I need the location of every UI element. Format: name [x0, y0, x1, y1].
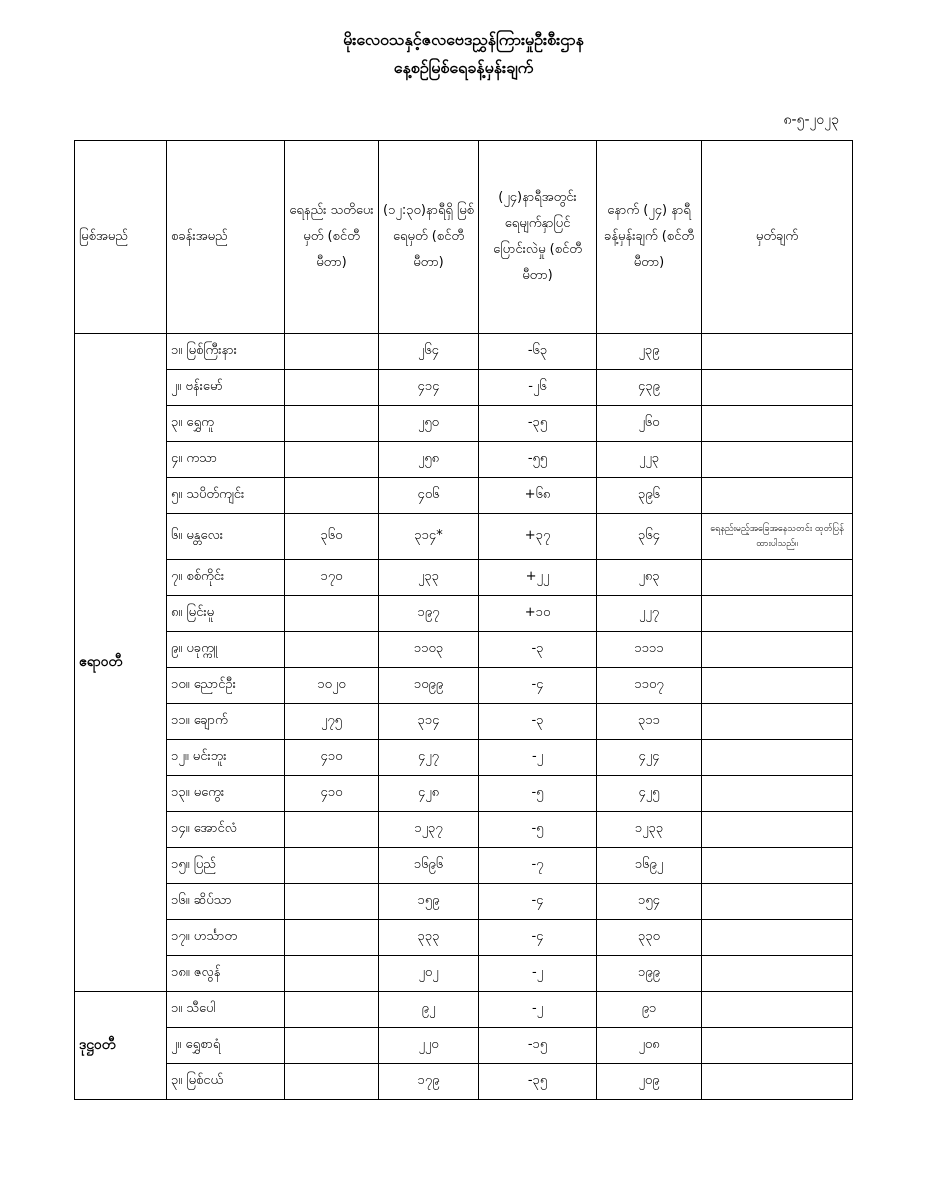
remark: ရေနည်းမည့်အခြေအနေသတင်း ထုတ်ပြန်ထားပါသည်။ — [702, 514, 853, 560]
level-change: -၂၆ — [479, 370, 597, 406]
remark — [702, 334, 853, 370]
forecast-level: ၁၁၀၇ — [597, 668, 702, 704]
current-level: ၂၅၈ — [379, 442, 479, 478]
table-row — [75, 884, 853, 920]
current-level: ၃၁၄ — [379, 704, 479, 740]
remark — [702, 956, 853, 992]
remark — [702, 884, 853, 920]
remark — [702, 740, 853, 776]
station-name: ၃။ ရွှေကူ — [167, 406, 285, 442]
station-name: ၈။ မြင်းမူ — [167, 596, 285, 632]
river-level-table — [74, 140, 853, 1100]
table-row — [75, 812, 853, 848]
station-name: ၉။ ပခုက္ကူ — [167, 632, 285, 668]
table-row — [75, 668, 853, 704]
level-change: -၃၅ — [479, 406, 597, 442]
forecast-level: ၄၃၉ — [597, 370, 702, 406]
level-change: -၄ — [479, 884, 597, 920]
level-change: +၁၀ — [479, 596, 597, 632]
danger-level — [285, 478, 379, 514]
forecast-level: ၁၉၉ — [597, 956, 702, 992]
table-row — [75, 334, 853, 370]
current-level: ၉၂ — [379, 992, 479, 1028]
current-level: ၂၀၂ — [379, 956, 479, 992]
remark — [702, 668, 853, 704]
remark — [702, 992, 853, 1028]
level-change: -၅၅ — [479, 442, 597, 478]
danger-level: ၃၆၀ — [285, 514, 379, 560]
table-row — [75, 992, 853, 1028]
danger-level: ၁၀၂၀ — [285, 668, 379, 704]
remark — [702, 478, 853, 514]
forecast-level: ၉၁ — [597, 992, 702, 1028]
level-change: -၅ — [479, 776, 597, 812]
level-change: -၂ — [479, 956, 597, 992]
forecast-level: ၂၀၉ — [597, 1064, 702, 1100]
current-level: ၂၃၃ — [379, 560, 479, 596]
level-change: -၇ — [479, 848, 597, 884]
station-name: ၁၆။ ဆိပ်သာ — [167, 884, 285, 920]
current-level: ၂၂၀ — [379, 1028, 479, 1064]
station-name: ၁။ သီပေါ — [167, 992, 285, 1028]
danger-level — [285, 1064, 379, 1100]
station-name: ၁။ မြစ်ကြီးနား — [167, 334, 285, 370]
remark — [702, 776, 853, 812]
current-level: ၄၂၈ — [379, 776, 479, 812]
level-change: -၃ — [479, 704, 597, 740]
station-name: ၁၄။ အောင်လံ — [167, 812, 285, 848]
forecast-level: ၁၅၄ — [597, 884, 702, 920]
station-name: ၅။ သပိတ်ကျင်း — [167, 478, 285, 514]
level-change: +၃၇ — [479, 514, 597, 560]
forecast-level: ၃၃၀ — [597, 920, 702, 956]
forecast-level: ၁၁၁၁ — [597, 632, 702, 668]
current-level: ၁၇၉ — [379, 1064, 479, 1100]
danger-level — [285, 632, 379, 668]
current-level: ၁၉၇ — [379, 596, 479, 632]
forecast-level: ၄၂၅ — [597, 776, 702, 812]
danger-level — [285, 334, 379, 370]
table-row — [75, 1064, 853, 1100]
col-forecast: နောက် (၂၄) နာရီ ခန့်မှန်းချက် (စင်တီမီတာ) — [597, 141, 702, 334]
current-level: ၃၁၄* — [379, 514, 479, 560]
col-danger-level: ရေနည်း သတိပေးမှတ် (စင်တီမီတာ) — [285, 141, 379, 334]
remark — [702, 1064, 853, 1100]
forecast-level: ၃၆၄ — [597, 514, 702, 560]
current-level: ၁၆၉၆ — [379, 848, 479, 884]
remark — [702, 560, 853, 596]
current-level: ၁၅၉ — [379, 884, 479, 920]
remark — [702, 848, 853, 884]
forecast-level: ၂၀၈ — [597, 1028, 702, 1064]
current-level: ၄၁၄ — [379, 370, 479, 406]
danger-level: ၁၇၀ — [285, 560, 379, 596]
table-row — [75, 704, 853, 740]
danger-level — [285, 920, 379, 956]
table-row — [75, 1028, 853, 1064]
table-row — [75, 848, 853, 884]
danger-level — [285, 442, 379, 478]
current-level: ၁၁၀၃ — [379, 632, 479, 668]
danger-level — [285, 1028, 379, 1064]
col-station: စခန်းအမည် — [167, 141, 285, 334]
level-change: -၆၃ — [479, 334, 597, 370]
danger-level — [285, 370, 379, 406]
danger-level: ၂၇၅ — [285, 704, 379, 740]
forecast-level: ၃၁၁ — [597, 704, 702, 740]
level-change: -၂ — [479, 740, 597, 776]
col-24h-change: (၂၄)နာရီအတွင်း ရေမျက်နှာပြင် ပြောင်းလဲမှု (စင်တီမီတာ) — [479, 141, 597, 334]
remark — [702, 370, 853, 406]
table-row — [75, 442, 853, 478]
station-name: ၁၃။ မကွေး — [167, 776, 285, 812]
level-change: +၆၈ — [479, 478, 597, 514]
station-name: ၁၇။ ဟင်္သာတ — [167, 920, 285, 956]
forecast-level: ၂၆၀ — [597, 406, 702, 442]
col-remarks: မှတ်ချက် — [702, 141, 853, 334]
current-level: ၂၆၄ — [379, 334, 479, 370]
table-header-row — [75, 141, 853, 334]
current-level: ၁၀၉၉ — [379, 668, 479, 704]
table-row — [75, 956, 853, 992]
remark — [702, 1028, 853, 1064]
danger-level — [285, 812, 379, 848]
report-title: နေ့စဉ်မြစ်ရေခန့်မှန်းချက် — [393, 58, 534, 77]
table-row — [75, 514, 853, 560]
station-name: ၁၀။ ညောင်ဦး — [167, 668, 285, 704]
station-name: ၁၁။ ချောက် — [167, 704, 285, 740]
col-river: မြစ်အမည် — [75, 141, 167, 334]
table-row — [75, 740, 853, 776]
remark — [702, 632, 853, 668]
table-row — [75, 478, 853, 514]
station-name: ၁၅။ ပြည် — [167, 848, 285, 884]
level-change: -၂ — [479, 992, 597, 1028]
level-change: -၃၅ — [479, 1064, 597, 1100]
danger-level — [285, 848, 379, 884]
station-name: ၇။ စစ်ကိုင်း — [167, 560, 285, 596]
river-name: ဒုဋ္ဌဝတီ — [75, 992, 167, 1100]
forecast-level: ၃၉၆ — [597, 478, 702, 514]
station-name: ၁၈။ ဇလွန် — [167, 956, 285, 992]
forecast-level: ၄၂၄ — [597, 740, 702, 776]
level-change: +၂၂ — [479, 560, 597, 596]
forecast-level: ၁၆၉၂ — [597, 848, 702, 884]
danger-level — [285, 596, 379, 632]
report-date: ၈-၅-၂၀၂၃ — [783, 112, 839, 128]
col-current-level: (၁၂:၃၀)နာရီရှိ မြစ်ရေမှတ် (စင်တီမီတာ) — [379, 141, 479, 334]
remark — [702, 406, 853, 442]
remark — [702, 920, 853, 956]
forecast-level: ၂၃၉ — [597, 334, 702, 370]
danger-level — [285, 992, 379, 1028]
level-change: -၃ — [479, 632, 597, 668]
table-row — [75, 406, 853, 442]
department-title: မိုးလေဝသနှင့်ဇလဗေဒညွှန်ကြားမှုဦးစီးဌာန — [343, 30, 584, 49]
forecast-level: ၁၂၃၃ — [597, 812, 702, 848]
table-row — [75, 776, 853, 812]
table-row — [75, 920, 853, 956]
danger-level — [285, 956, 379, 992]
current-level: ၄၀၆ — [379, 478, 479, 514]
table-row — [75, 596, 853, 632]
station-name: ၆။ မန္တလေး — [167, 514, 285, 560]
station-name: ၄။ ကသာ — [167, 442, 285, 478]
remark — [702, 442, 853, 478]
table-body — [75, 334, 853, 1100]
level-change: -၁၅ — [479, 1028, 597, 1064]
forecast-level: ၂၂၇ — [597, 596, 702, 632]
station-name: ၂။ ရွှေစာရံ — [167, 1028, 285, 1064]
forecast-level: ၂၈၃ — [597, 560, 702, 596]
table-row — [75, 370, 853, 406]
level-change: -၅ — [479, 812, 597, 848]
level-change: -၄ — [479, 668, 597, 704]
current-level: ၁၂၃၇ — [379, 812, 479, 848]
danger-level: ၄၁၀ — [285, 776, 379, 812]
current-level: ၃၃၃ — [379, 920, 479, 956]
remark — [702, 596, 853, 632]
remark — [702, 812, 853, 848]
danger-level — [285, 406, 379, 442]
remark — [702, 704, 853, 740]
station-name: ၁၂။ မင်းဘူး — [167, 740, 285, 776]
station-name: ၂။ ဗန်းမော် — [167, 370, 285, 406]
station-name: ၃။ မြစ်ငယ် — [167, 1064, 285, 1100]
current-level: ၄၂၇ — [379, 740, 479, 776]
table-row — [75, 632, 853, 668]
danger-level: ၄၁၀ — [285, 740, 379, 776]
danger-level — [285, 884, 379, 920]
table-row — [75, 560, 853, 596]
forecast-level: ၂၂၃ — [597, 442, 702, 478]
level-change: -၄ — [479, 920, 597, 956]
river-name: ဧရာဝတီ — [75, 334, 167, 992]
current-level: ၂၅၀ — [379, 406, 479, 442]
